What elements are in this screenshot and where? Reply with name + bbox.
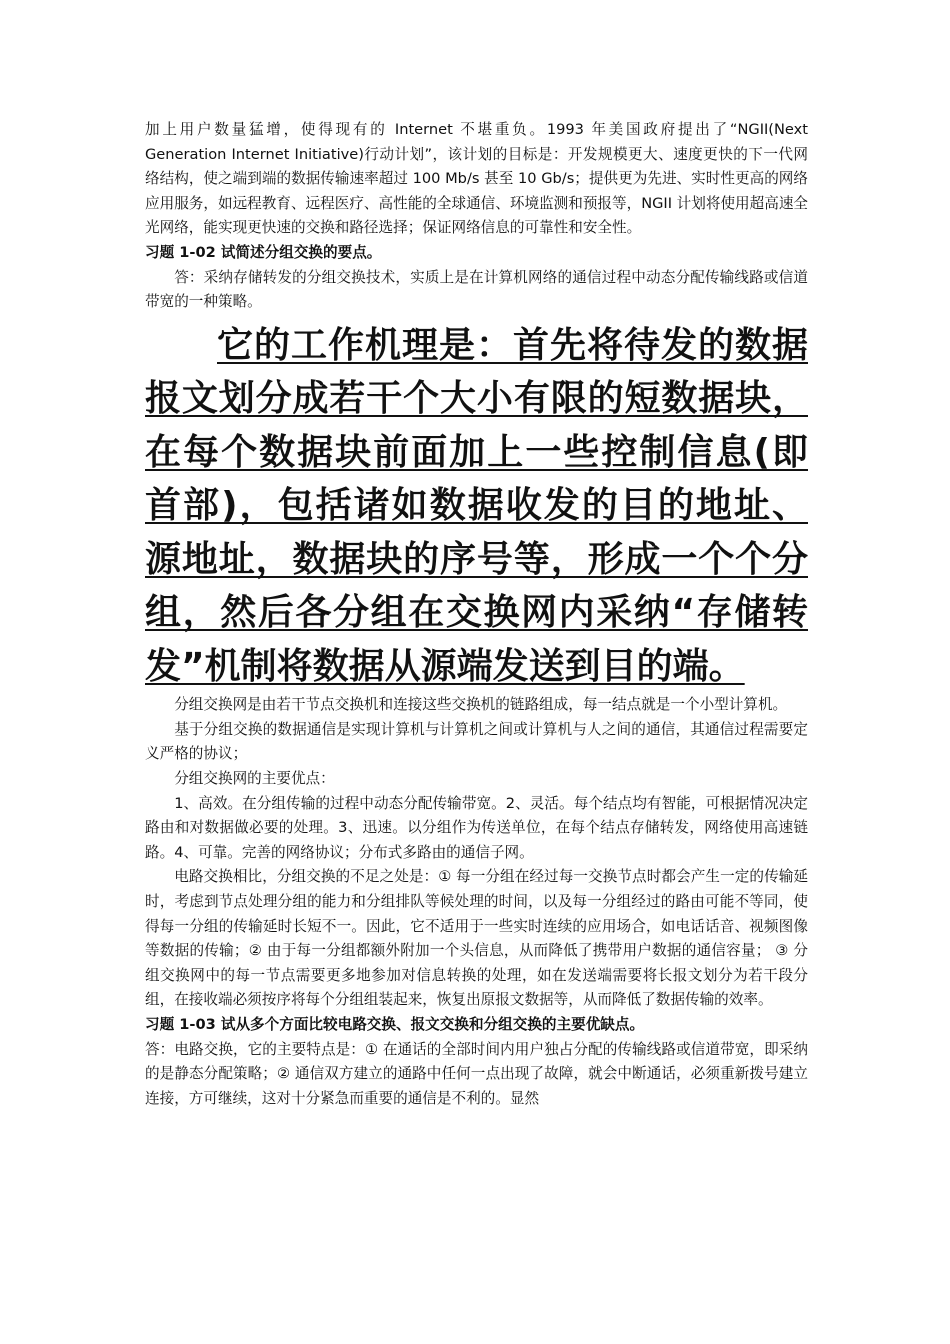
paragraph-network: 分组交换网是由若干节点交换机和连接这些交换机的链路组成，每一结点就是一个小型计算机。 [174,696,788,714]
document-page [145,118,808,1111]
paragraph-disadvantages: 电路交换相比，分组交换的不足之处是：① 每一分组在经过每一交换节点时都会产生一定的传输延时，考虑到节点处理分组的能力和分组排队等候处理的时间，以及每一分组经过的路由可能不等同，使得每一分组的传输延时长短不一。因此，它不适用于一些实时连续的应用场合，如电话话音、视频图像等数据的传输；② 由于每一分组都额外附加一个头信息，从而降低了携带用户数据的通信容量； ③ 分组交换网中的每一节点需要更多地参加对信息转换的处理，如在发送端需要将长报文划分为若干段分组，在接收端必须按序将每个分组组装起来，恢复出原报文数据等，从而降低了数据传输的效率。 [145,868,808,1009]
exercise-heading-1-03: 习题 1-03 试从多个方面比较电路交换、报文交换和分组交换的主要优缺点。 [145,1015,645,1033]
exercise-heading-1-02: 习题 1-02 试简述分组交换的要点。 [145,243,382,261]
paragraph-intro: 加上用户数量猛增，使得现有的 Internet 不堪重负。1993 年美国政府提出了“NGII(Next Generation Internet Initiative)行动计划”，该计划的目标是：开发规模更大、速度更快的下一代网络结构，使之端到端的数据传输速率超过 100 Mb/s 甚至 10 Gb/s；提供更为先进、实时性更高的网络应用服务，如远程教育、远程医疗、高性能的全球通信、环境监测和预报等，NGII 计划将使用超高速全光网络，能实现更快速的交换和路径选择；保证网络信息的可靠性和安全性。 [145,121,809,237]
answer-1-03: 答：电路交换，它的主要特点是：① 在通话的全部时间内用户独占分配的传输线路或信道带宽，即采纳的是静态分配策略；② 通信双方建立的通路中任何一点出现了故障，就会中断通话，必须重新拨号建立连接，方可继续，这对十分紧急而重要的通信是不利的。显然 [145,1040,808,1107]
paragraph-advantages-title: 分组交换网的主要优点： [174,770,335,788]
paragraph-protocol: 基于分组交换的数据通信是实现计算机与计算机之间或计算机与人之间的通信，其通信过程需要定义严格的协议； [145,720,808,763]
mechanism-paragraph-large: 它的工作机理是：首先将待发的数据报文划分成若干个大小有限的短数据块，在每个数据块前面加上一些控制信息(即首部)，包括诸如数据收发的目的地址、源地址，数据块的序号等，形成一个个分组，然后各分组在交换网内采纳“存储转发”机制将数据从源端发送到目的端。 [145,324,808,687]
paragraph-advantages-list: 1、高效。在分组传输的过程中动态分配传输带宽。2、灵活。每个结点均有智能，可根据情况决定路由和对数据做必要的处理。3、迅速。以分组作为传送单位，在每个结点存储转发，网络使用高速链路。4、可靠。完善的网络协议；分布式多路由的通信子网。 [145,794,808,861]
answer-1-02: 答：采纳存储转发的分组交换技术，实质上是在计算机网络的通信过程中动态分配传输线路或信道带宽的一种策略。 [145,268,808,311]
